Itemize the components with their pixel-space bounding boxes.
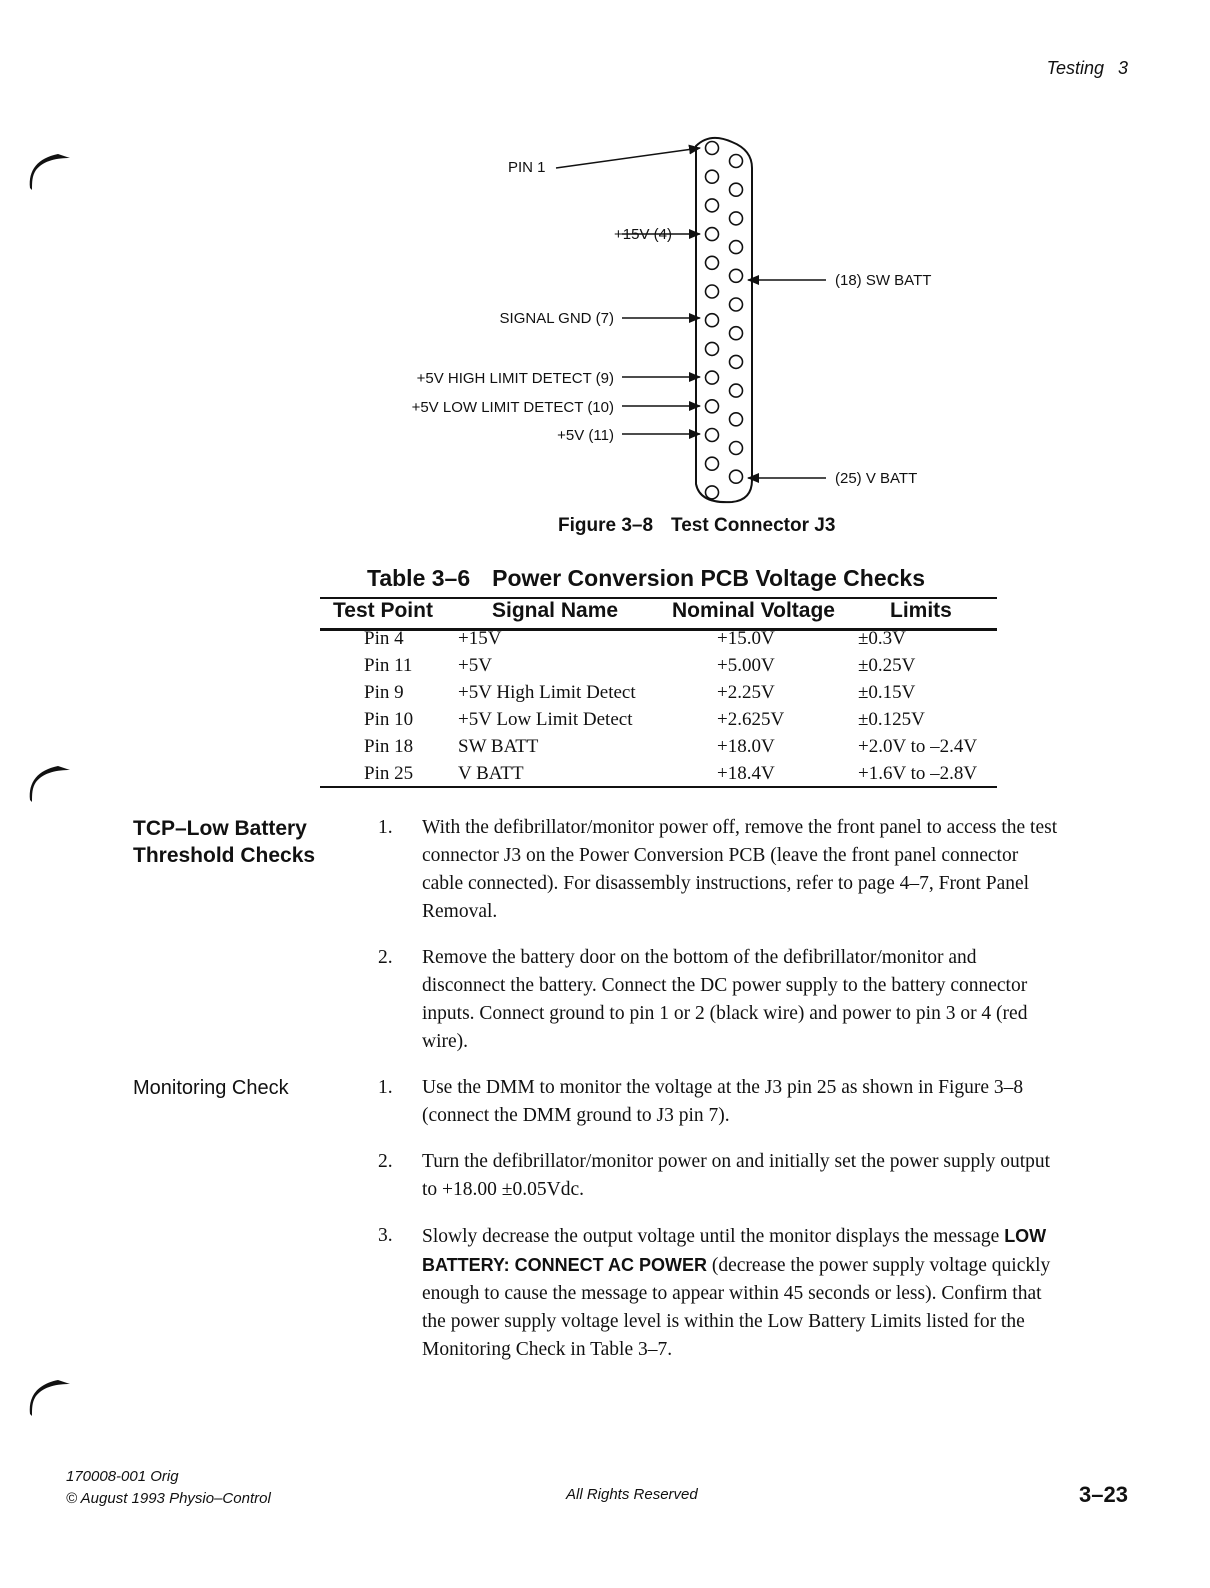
figure-number: Figure 3–8 — [558, 515, 654, 536]
label-pin11: +5V (11) — [557, 427, 614, 444]
pin-circle — [730, 384, 743, 397]
cell-signal-name: V BATT — [458, 763, 524, 784]
connector-shell — [696, 138, 752, 502]
cell-limits: ±0.3V — [858, 628, 906, 649]
section-heading-tcp-low-battery — [133, 815, 315, 869]
pin-circle — [730, 212, 743, 225]
table-body — [0, 628, 1210, 788]
cell-limits: +2.0V to –2.4V — [858, 736, 978, 757]
section-heading-monitoring-check: Monitoring Check — [133, 1077, 289, 1099]
step-text: Turn the defibrillator/monitor power on and initially set the power supply output to +18.00 ±0.05Vdc. — [422, 1151, 1051, 1200]
label-pin25: (25) V BATT — [835, 470, 918, 487]
table-header-test-point: Test Point — [333, 599, 433, 622]
footer-doc-number: 170008-001 Orig — [66, 1468, 179, 1485]
cell-signal-name: SW BATT — [458, 736, 539, 757]
cell-signal-name: +5V High Limit Detect — [458, 682, 636, 703]
label-pin9: +5V HIGH LIMIT DETECT (9) — [416, 370, 614, 387]
table-header-limits: Limits — [890, 599, 952, 622]
pin-circle — [730, 413, 743, 426]
footer-rights: All Rights Reserved — [566, 1486, 698, 1503]
step-text: Use the DMM to monitor the voltage at the J3 pin 25 as shown in Figure 3–8 (connect the DMM ground to J3 pin 7). — [422, 1077, 1024, 1126]
cell-nominal-voltage: +18.0V — [717, 736, 775, 757]
pin-circle — [706, 371, 719, 384]
label-pin7: SIGNAL GND (7) — [499, 310, 614, 327]
step-text: With the defibrillator/monitor power off, remove the front panel to access the test connector J3 on the Power Conversion PCB (leave the front panel connector cable connected). For disassembly instructions, refer to page 4–7, Front Panel Removal. — [422, 817, 1058, 922]
pin-circle — [706, 400, 719, 413]
step-number: 1. — [378, 1077, 393, 1098]
step-text-part: (decrease the power supply voltage quickly enough to cause the message to appear within 45 seconds or less). Confirm that the power supply voltage level is within the Low Battery Limits listed for the Monitoring Check in Table 3–7. — [422, 1255, 1051, 1360]
footer-left — [66, 1466, 271, 1510]
page-number: 3–23 — [1079, 1482, 1128, 1507]
display-message: LOW BATTERY: CONNECT AC POWER — [422, 1226, 1047, 1275]
header-chapter: 3 — [1117, 58, 1128, 78]
step-text-part: Slowly decrease the output voltage until the monitor displays the message — [422, 1226, 1005, 1247]
procedure-step — [378, 1222, 1058, 1364]
pin-circle — [706, 457, 719, 470]
pin-circle — [730, 269, 743, 282]
pin-circle — [706, 256, 719, 269]
pin-circle — [730, 155, 743, 168]
procedure-step — [378, 1074, 1058, 1130]
binder-mark-icon — [22, 140, 82, 200]
header-section: Testing — [1046, 58, 1104, 78]
cell-nominal-voltage: +2.25V — [717, 682, 775, 703]
step-number: 2. — [378, 1151, 393, 1172]
procedure-step — [378, 814, 1058, 926]
footer-copyright: © August 1993 Physio–Control — [66, 1490, 271, 1507]
label-pin18: (18) SW BATT — [835, 272, 932, 289]
table-rule-bottom — [320, 786, 997, 788]
cell-nominal-voltage: +2.625V — [717, 709, 785, 730]
step-number: 2. — [378, 947, 393, 968]
step-number: 3. — [378, 1225, 393, 1246]
connector-diagram — [380, 128, 960, 508]
cell-test-point: Pin 10 — [364, 709, 414, 730]
pin-circle — [730, 183, 743, 196]
pin-circle — [730, 442, 743, 455]
running-header — [1047, 58, 1128, 79]
pin-circle — [706, 142, 719, 155]
connector-pins — [706, 142, 743, 499]
step-text — [422, 1222, 1058, 1364]
table-number: Table 3–6 — [367, 565, 471, 591]
cell-nominal-voltage: +18.4V — [717, 763, 775, 784]
cell-limits: ±0.125V — [858, 709, 925, 730]
pin-circle — [706, 429, 719, 442]
procedure-step — [378, 944, 1058, 1056]
procedure-step — [378, 1148, 1058, 1204]
binder-mark-icon — [22, 1366, 82, 1426]
cell-test-point: Pin 11 — [364, 655, 413, 676]
pin-circle — [706, 228, 719, 241]
pin-circle — [706, 199, 719, 212]
heading-line: TCP–Low Battery — [133, 817, 307, 840]
pin-circle — [730, 327, 743, 340]
cell-limits: ±0.25V — [858, 655, 916, 676]
label-pin4: +15V (4) — [614, 226, 672, 243]
cell-test-point: Pin 18 — [364, 736, 414, 757]
label-pin10: +5V LOW LIMIT DETECT (10) — [411, 399, 614, 416]
pin-circle — [730, 355, 743, 368]
cell-nominal-voltage: +15.0V — [717, 628, 775, 649]
cell-test-point: Pin 9 — [364, 682, 404, 703]
cell-signal-name: +5V Low Limit Detect — [458, 709, 633, 730]
figure-caption — [558, 515, 835, 537]
cell-signal-name: +5V — [458, 655, 492, 676]
cell-test-point: Pin 4 — [364, 628, 404, 649]
step-text: Remove the battery door on the bottom of the defibrillator/monitor and disconnect the battery. Connect the DC power supply to the battery connector inputs. Connect ground to pin 1 or 2 (black wire) and power to pin 3 or 4 (red wire). — [422, 947, 1028, 1052]
cell-limits: ±0.15V — [858, 682, 916, 703]
table-header-signal-name: Signal Name — [492, 599, 619, 622]
cell-test-point: Pin 25 — [364, 763, 414, 784]
pin-circle — [730, 298, 743, 311]
pin-circle — [730, 241, 743, 254]
heading-line: Threshold Checks — [133, 844, 316, 867]
table-title — [367, 565, 925, 592]
figure-title: Test Connector J3 — [671, 515, 836, 536]
table-header-nominal-voltage: Nominal Voltage — [672, 599, 835, 622]
label-pin1: PIN 1 — [508, 159, 546, 176]
pin-circle — [706, 486, 719, 499]
cell-nominal-voltage: +5.00V — [717, 655, 775, 676]
pin-circle — [706, 314, 719, 327]
step-number: 1. — [378, 817, 393, 838]
pin-circle — [706, 170, 719, 183]
table-name: Power Conversion PCB Voltage Checks — [492, 565, 925, 591]
pin-circle — [706, 342, 719, 355]
cell-signal-name: +15V — [458, 628, 502, 649]
pin-circle — [730, 470, 743, 483]
pin-circle — [706, 285, 719, 298]
cell-limits: +1.6V to –2.8V — [858, 763, 978, 784]
